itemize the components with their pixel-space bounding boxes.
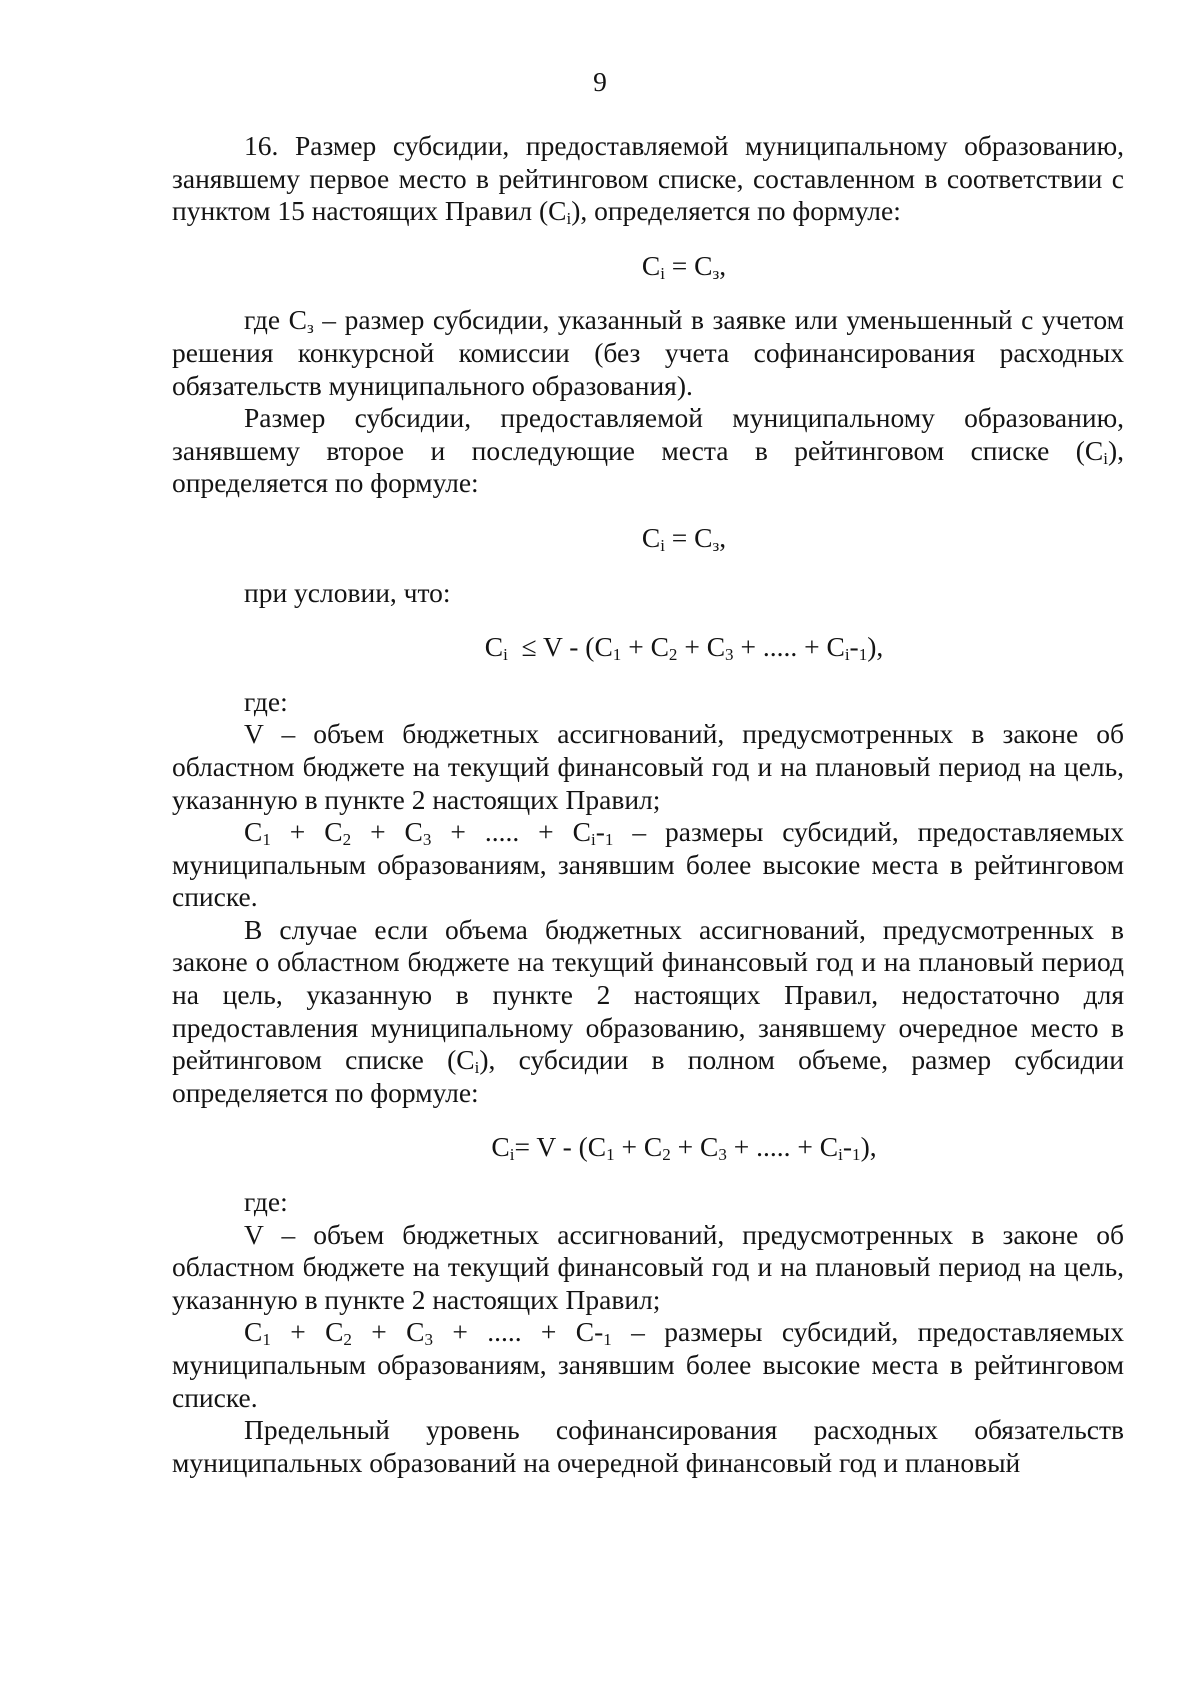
paragraph-second-place — [172, 402, 1124, 500]
subscript: 2 — [662, 1145, 671, 1165]
paragraph-text: – размер субсидии, указанный в заявке или уменьшенный с учетом решения конкурсной комиссии (без учета софинансирования расходных обязательств муниципального образования). — [172, 304, 1125, 401]
page-number: 9 — [593, 66, 607, 97]
formula-text: , — [719, 521, 727, 553]
subscript: 2 — [668, 644, 678, 664]
subscript: 3 — [718, 1145, 727, 1165]
subscript: 1 — [852, 1145, 861, 1165]
formula-first-place — [172, 250, 1124, 283]
paragraph-v-definition-1: V – объем бюджетных ассигнований, предусмотренных в законе об областном бюджете на текущий финансовый год и на плановый период на цель, указанную в пункте 2 настоящих Правил; — [172, 718, 1124, 815]
formula-second-place — [172, 522, 1124, 555]
paragraph-text: ), определяется по формуле: — [172, 434, 1124, 499]
subscript: з — [712, 263, 720, 283]
subscript: 2 — [342, 829, 352, 849]
paragraph-where-cz — [172, 304, 1124, 402]
subscript: i — [590, 829, 596, 849]
document-body — [172, 130, 1124, 1479]
formula-text: С — [641, 249, 661, 281]
subscript: 1 — [604, 829, 614, 849]
subscript: 1 — [262, 1330, 271, 1350]
paragraph-text: 16. Размер субсидии, предоставляемой муниципальному образованию, занявшему первое место в рейтинговом списке, составленном в соответствии с пунктом 15 настоящих Правил (С — [172, 130, 1124, 227]
formula-text: = С — [664, 249, 713, 281]
formula-text: = С — [664, 521, 713, 553]
subscript: i — [509, 1145, 515, 1165]
subscript: 3 — [725, 644, 734, 664]
subscript: i — [566, 208, 572, 228]
subscript: i — [1103, 448, 1108, 468]
subscript: i — [844, 644, 850, 664]
paragraph-cofinancing-limit: Предельный уровень софинансирования расходных обязательств муниципальных образований на очередной финансовый год и плановый — [172, 1414, 1124, 1478]
paragraph-text: ), определяется по формуле: — [571, 195, 901, 227]
subscript: 1 — [606, 1145, 615, 1165]
formula-remaining: $С_i= V - (С_1 + С_2 + С_3$ + ..... + $С_i-_1$), — [491, 1131, 877, 1165]
paragraph-text: где С — [244, 304, 307, 336]
paragraph-condition: при условии, что: — [244, 576, 451, 608]
subscript: 3 — [422, 829, 432, 849]
subscript: 1 — [612, 644, 622, 664]
paragraph-v-definition-2: V – объем бюджетных ассигнований, предусмотренных в законе об областном бюджете на текущий финансовый год и на плановый период на цель, указанную в пункте 2 настоящих Правил; — [172, 1218, 1124, 1315]
paragraph-c-definition-1: $С_1 + С_2 + С_3$ + ..... + $С_i-_1$ – размеры субсидий, предоставляемых муниципальным образованиям, занявшим более высокие места в рейтинговом списке. — [172, 816, 1124, 913]
subscript: i — [660, 263, 665, 283]
formula-text: , — [719, 249, 727, 281]
subscript: i — [660, 535, 665, 555]
formula-condition: $С_i \le V - (С_1 + С_2 + С_3$ + ..... + $С_i-_1$), — [484, 631, 884, 664]
paragraph-c-definition-2: $С_1 + С_2 + С_3$ + ..... + $С-_1$ – размеры субсидий, предоставляемых муниципальным образованиям, занявшим более высокие места в рейтинговом списке. — [172, 1316, 1124, 1413]
subscript: 1 — [603, 1330, 612, 1350]
subscript: i — [838, 1145, 843, 1165]
subscript: 1 — [262, 829, 271, 849]
subscript: 2 — [343, 1330, 352, 1350]
subscript: з — [712, 535, 720, 555]
paragraph-insufficient-case: В случае если объема бюджетных ассигнований, предусмотренных в законе о областном бюджете на текущий финансовый год и на плановый период на цель, указанную в пункте 2 настоящих Правил, недостаточно для предоставления муниципальному образованию, занявшему очередное место в рейтинговом списке $(С_i)$, субсидии в полном объеме, размер субсидии определяется по формуле: — [172, 913, 1124, 1108]
subscript: i — [503, 644, 508, 664]
paragraph-where-2: где: — [244, 1186, 288, 1218]
subscript: 3 — [424, 1330, 433, 1350]
paragraph-text: Размер субсидии, предоставляемой муниципальному образованию, занявшему второе и последующие места в рейтинговом списке (С — [172, 402, 1124, 466]
subscript: з — [307, 318, 314, 338]
formula-text: С — [641, 521, 661, 553]
paragraph-where-1: где: — [244, 685, 288, 717]
subscript: i — [474, 1058, 480, 1077]
paragraph-16 — [172, 130, 1124, 228]
subscript: 1 — [858, 644, 868, 664]
